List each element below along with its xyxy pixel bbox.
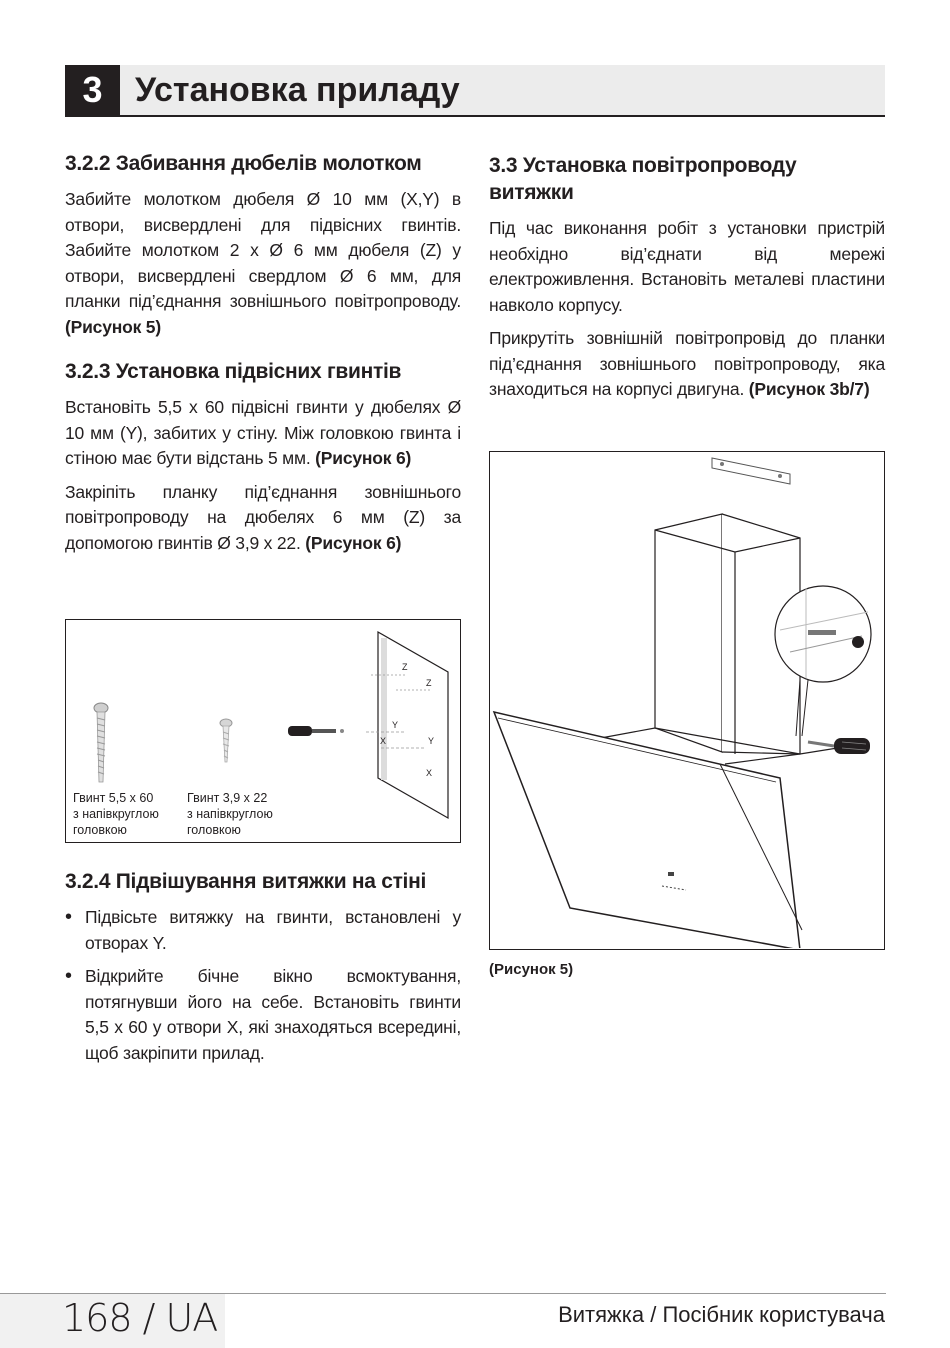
screwdriver-icon	[288, 726, 344, 736]
paragraph-3-3-b: Прикрутіть зовнішній повітропровід до планки під’єднання зовнішнього повітропроводу, яка знаходиться на корпусі двигуна. (Рисунок 3b/7)	[489, 328, 885, 399]
figure-ref: (Рисунок 6)	[305, 532, 402, 553]
section-header	[65, 65, 885, 115]
paragraph-3-2-3-a: Встановіть 5,5 x 60 підвісні гвинти у дюбелях Ø 10 мм (Y), забитих у стіну. Між головкою гвинта і стіною має бути відстань 5 мм. (Рисунок 6)	[65, 397, 461, 468]
figure-screws	[65, 619, 461, 843]
paragraph-3-2-2: Забийте молотком дюбеля Ø 10 мм (X,Y) в отвори, висвердлені для підвісних гвинтів. Забийте молотком 2 x Ø 6 мм дюбеля (Z) у отвори, висвердлені свердлом Ø 6 мм, для планки під’єднання зовнішнього повітропроводу. (Рисунок 5)	[65, 189, 461, 337]
figure-ref: (Рисунок 3b/7)	[748, 379, 870, 399]
heading-3-2-4: 3.2.4 Підвішування витяжки на стіні	[65, 870, 427, 893]
footer-divider	[0, 1293, 886, 1294]
heading-3-3: 3.3 Установка повітропроводу витяжки	[489, 154, 797, 204]
label-z: Z	[426, 678, 432, 688]
heading-3-2-2: 3.2.2 Забивання дюбелів молотком	[65, 152, 422, 175]
duct-bracket	[712, 458, 790, 484]
section-3-2-4	[65, 868, 461, 1074]
screw-5-5x60-icon	[94, 703, 108, 782]
section-number: 3	[65, 65, 120, 115]
figure-hood-installation	[489, 451, 885, 950]
label-y: Y	[428, 736, 435, 746]
label-x: X	[380, 736, 387, 746]
header-divider	[65, 115, 885, 117]
paragraph-3-2-3-b: Закріпіть планку під’єднання зовнішнього повітропроводу на дюбелях 6 мм (Z) за допомогою гвинтів Ø 3,9 x 22. (Рисунок 6)	[65, 481, 461, 553]
screw-caption-2: Гвинт 3,9 x 22 з напівкруглою головкою	[187, 791, 273, 837]
paragraph-3-3-a: Під час виконання робіт з установки пристрій необхідно від’єднати від мережі електроживлення. Встановіть металеві пластини навколо корпусу.	[489, 218, 885, 315]
hood-illustration	[490, 452, 883, 948]
list-item: • Відкрийте бічне вікно всмоктування, потягнувши його на себе. Встановіть гвинти 5,5 x 60 у отвори X, які знаходяться всередині, щоб закріпити прилад.	[65, 964, 461, 1066]
label-x: X	[426, 768, 433, 778]
list-item: • Підвісьте витяжку на гвинти, встановлені у отворах Y.	[65, 905, 461, 956]
right-column	[489, 152, 885, 411]
figure-5-caption: (Рисунок 5)	[489, 961, 574, 978]
left-column	[65, 150, 461, 564]
figure-ref: (Рисунок 5)	[65, 316, 161, 337]
heading-3-2-3: 3.2.3 Установка підвісних гвинтів	[65, 360, 402, 383]
section-title: Установка приладу	[135, 71, 460, 109]
figure-ref: (Рисунок 6)	[315, 448, 412, 468]
page-number: 168 / UA	[62, 1296, 218, 1340]
label-y: Y	[392, 720, 399, 730]
footer-title: Витяжка / Посібник користувача	[558, 1302, 885, 1327]
screw-3-9x22-icon	[220, 719, 232, 762]
label-z: Z	[402, 662, 408, 672]
screw-caption-1: Гвинт 5,5 x 60 з напівкруглою головкою	[73, 791, 159, 837]
bullet-list	[65, 905, 461, 1066]
wall-panel	[366, 632, 448, 818]
